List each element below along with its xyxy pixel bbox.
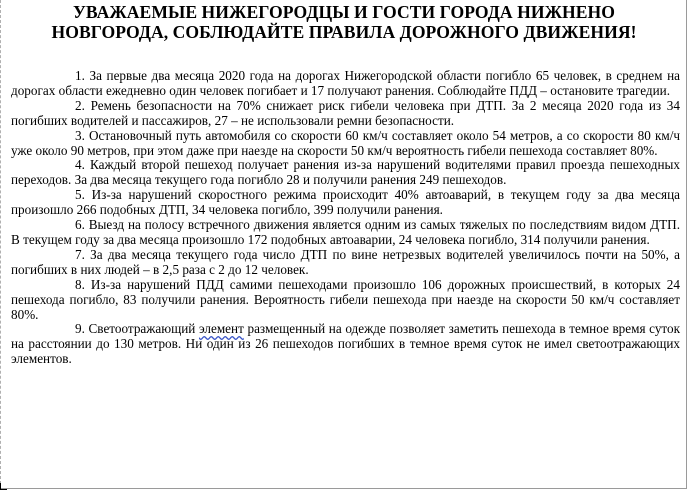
paragraph-7: 7. За два месяца текущего года число ДТП по вине нетрезвых водителей увеличилось почти на 50%, а погибших в них людей – в 2,5 раза с 2 до 12 человек. [11, 246, 680, 277]
paragraph-3: 3. Остановочный путь автомобиля со скорости 60 км/ч составляет около 54 метров, а со скорости 80 км/ч уже около 90 метров, при этом даже при наезде на скорости 50 км/ч вероятность гибели пешехода составляет 80%. [11, 127, 680, 158]
page-title [6, 3, 682, 42]
paragraph-9-start: 9. Светоотражающий [75, 321, 199, 337]
page-title-line-2: НОВГОРОДА, СОБЛЮДАЙТЕ ПРАВИЛА ДОРОЖНОГО ДВИЖЕНИЯ! [51, 21, 637, 42]
paragraph-6: 6. Выезд на полосу встречного движения является одним из самых тяжелых по последствиям видом ДТП. В текущем году за два месяца произошло 172 подобных автоаварии, 24 человека погибло, 314 получили ранения. [11, 217, 680, 247]
paragraph-9-end: размещенный на одежде позволяет заметить пешехода в темное время суток на расстоянии до 130 метров. Ни один из 26 пешеходов погибших в темное время суток не имел светоотражающих элементов. [11, 321, 681, 367]
paragraph-9 [11, 322, 680, 367]
page-corner-mark [0, 483, 7, 490]
paragraph-8: 8. Из-за нарушений ПДД самими пешеходами произошло 106 дорожных происшествий, в которых 24 пешехода погибло, 83 получили ранения. Вероятность гибели пешехода при наезде на скорости 50 км/ч составляет 80%. [11, 276, 680, 322]
paragraph-4: 4. Каждый второй пешеход получает ранения из-за нарушений водителями правил проезда пешеходных переходов. За два месяца текущего года погибло 28 и получили ранения 249 пешеходов. [11, 157, 680, 188]
spellcheck-underlined-word: элемент [198, 321, 244, 337]
paragraph-5: 5. Из-за нарушений скоростного режима происходит 40% автоаварий, в текущем году за два месяца произошло 266 подобных ДТП, 34 человека погибло, 399 получили ранения. [11, 187, 680, 218]
paragraph-1: 1. За первые два месяца 2020 года на дорогах Нижегородской области погибло 65 человек, в среднем на дорогах области ежедневно один человек погибает и 17 получают ранения. Соблюдайте ПДД – остановите трагедии. [11, 68, 680, 98]
paragraph-2: 2. Ремень безопасности на 70% снижает риск гибели человека при ДТП. За 2 месяца 2020 года из 34 погибших водителей и пассажиров, 27 – не использовали ремни безопасности. [11, 97, 680, 128]
page-title-line-1: УВАЖАЕМЫЕ НИЖЕГОРОДЦЫ И ГОСТИ ГОРОДА НИЖНЕНО [72, 2, 616, 22]
document-body [11, 69, 680, 367]
